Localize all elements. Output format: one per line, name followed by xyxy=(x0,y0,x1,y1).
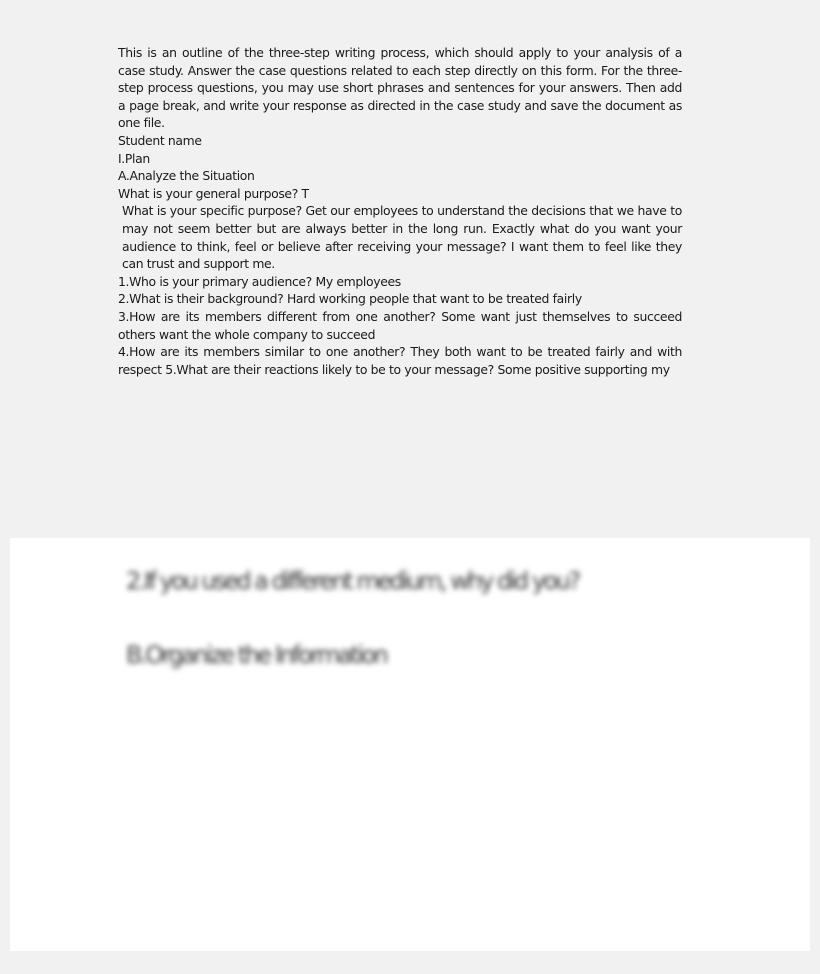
document-body xyxy=(118,44,682,378)
general-purpose-question: What is your general purpose? T xyxy=(118,185,309,201)
blurred-preview-overlay xyxy=(10,538,810,951)
question-primary-audience: 1.Who is your primary audience? My employees xyxy=(118,273,401,289)
student-name-label: Student name xyxy=(118,132,202,148)
blurred-text-line: 2.If you used a different medium, why did you? xyxy=(126,567,579,595)
question-background: 2.What is their background? Hard working people that want to be treated fairly xyxy=(118,291,582,307)
question-similarities: 4.How are its members similar to one another? They both want to be treated fairly and with respect 5.What are their reactions likely to be to your message? Some positive supporting my xyxy=(118,344,682,377)
subsection-analyze-heading: A.Analyze the Situation xyxy=(118,168,255,184)
question-differences: 3.How are its members different from one another? Some want just themselves to succeed others want the whole company to succeed xyxy=(118,308,682,342)
blurred-text-line: B.Organize the Information xyxy=(126,641,387,669)
intro-paragraph: This is an outline of the three-step writing process, which should apply to your analysis of a case study. Answer the case questions related to each step directly on this form. For the three-step process questions, you may use short phrases and sentences for your answers. Then add a page break, and write your response as directed in the case study and save the document as one file. xyxy=(118,45,682,131)
specific-purpose-question: What is your specific purpose? Get our employees to understand the decisions that we have to may not seem better but are always better in the long run. Exactly what do you want your audience to think, feel or believe after receiving your message? I want them to feel like they can trust and support me. xyxy=(122,203,682,272)
section-plan-heading: I.Plan xyxy=(118,150,150,166)
